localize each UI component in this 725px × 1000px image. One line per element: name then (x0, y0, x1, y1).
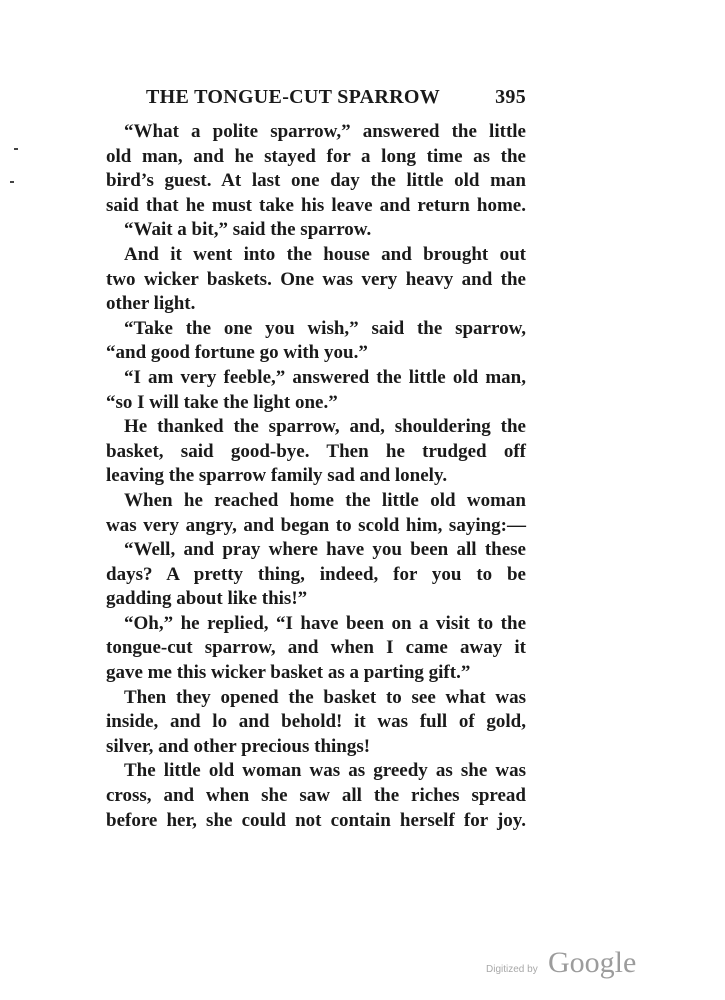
text-line: leaving the sparrow family sad and lonely. (106, 465, 448, 487)
text-line: “What a polite sparrow,” answered the little (124, 121, 526, 142)
watermark-prefix: Digitized by (486, 964, 538, 975)
text-line: He thanked the sparrow, and, shouldering the (124, 416, 526, 438)
text-line: Then they opened the basket to see what was (124, 686, 526, 708)
text-line: “I am very feeble,” answered the little old man, (124, 366, 526, 388)
text-line: gave me this wicker basket as a parting gift.” (106, 662, 471, 684)
text-line: “Take the one you wish,” said the sparrow, (124, 317, 526, 339)
text-line: basket, said good-bye. Then he trudged off (106, 440, 526, 462)
text-line: said that he must take his leave and return home. (106, 194, 526, 216)
margin-mark (10, 181, 14, 183)
margin-mark (14, 148, 18, 150)
text-line: other light. (106, 293, 196, 315)
text-line: cross, and when she saw all the riches spread (106, 785, 526, 807)
text-line: And it went into the house and brought out (124, 243, 526, 265)
text-line: bird’s guest. At last one day the little old man (106, 170, 526, 192)
text-line: “and good fortune go with you.” (106, 342, 368, 364)
text-line: two wicker baskets. One was very heavy and the (106, 268, 526, 290)
text-line: The little old woman was as greedy as she was (124, 760, 526, 782)
text-line: was very angry, and began to scold him, saying:— (106, 514, 526, 536)
text-line: days? A pretty thing, indeed, for you to be (106, 563, 526, 585)
text-line: “Wait a bit,” said the sparrow. (124, 219, 372, 241)
digitized-watermark (486, 948, 646, 988)
text-line: “Oh,” he replied, “I have been on a visit to the (124, 612, 526, 634)
text-line: “Well, and pray where have you been all these (124, 539, 526, 561)
google-logo: Google (548, 946, 637, 979)
page-number: 395 (495, 86, 526, 108)
text-line: tongue-cut sparrow, and when I came away it (106, 637, 526, 659)
running-title: THE TONGUE-CUT SPARROW (146, 86, 441, 108)
text-line: inside, and lo and behold! it was full of gold, (106, 711, 526, 733)
text-line: before her, she could not contain herself for joy. (106, 809, 526, 831)
text-line: When he reached home the little old woman (124, 489, 526, 511)
text-line: “so I will take the light one.” (106, 391, 338, 413)
body-text (106, 120, 526, 833)
running-head (106, 86, 526, 114)
text-line: old man, and he stayed for a long time as the (106, 145, 526, 167)
text-line: gadding about like this!” (106, 588, 308, 610)
text-line: silver, and other precious things! (106, 735, 371, 757)
